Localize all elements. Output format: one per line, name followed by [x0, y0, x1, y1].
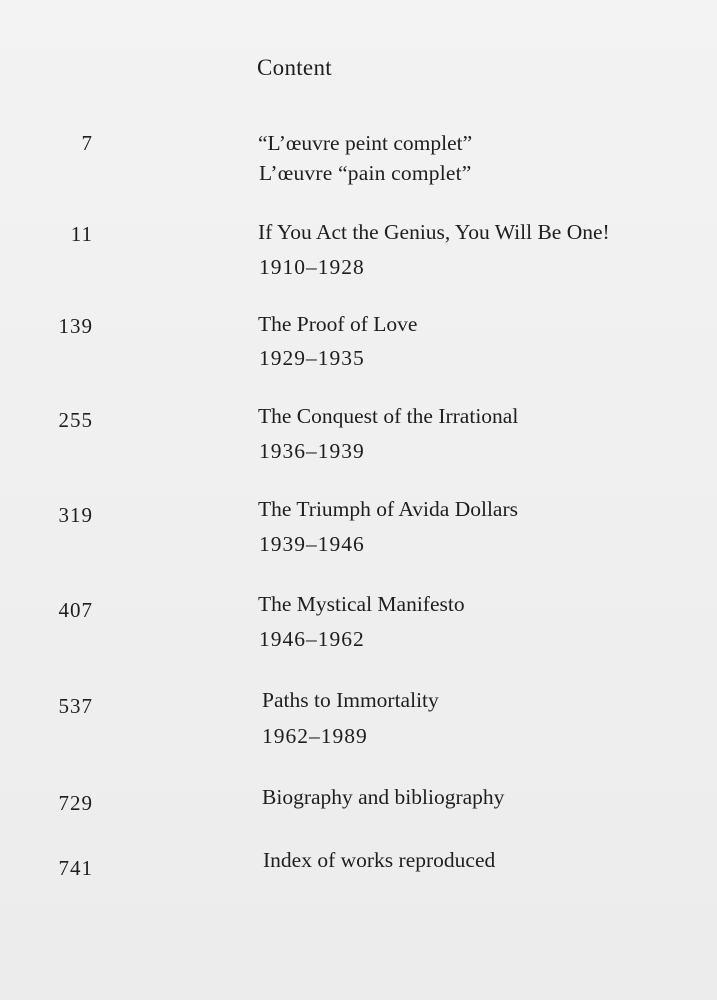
- toc-page-number: 7: [81, 131, 93, 155]
- toc-entry-title: The Triumph of Avida Dollars: [258, 497, 518, 521]
- toc-page-number: 255: [58, 408, 93, 432]
- toc-entry-dates: 1929–1935: [259, 346, 365, 370]
- toc-entry-title: Index of works reproduced: [263, 848, 496, 872]
- toc-entry-title: The Conquest of the Irrational: [258, 404, 519, 428]
- toc-entry-title: Paths to Immortality: [262, 688, 439, 712]
- toc-entry-dates: 1936–1939: [259, 439, 365, 463]
- toc-entry-dates: 1946–1962: [259, 627, 365, 651]
- toc-page-number: 407: [58, 598, 93, 622]
- toc-entry-dates: 1939–1946: [259, 532, 365, 556]
- toc-entry-title: The Mystical Manifesto: [258, 592, 465, 616]
- toc-page-number: 537: [58, 694, 93, 718]
- toc-entry-title: The Proof of Love: [258, 312, 418, 336]
- toc-entry-title: Biography and bibliography: [262, 785, 505, 809]
- toc-entry-subtitle: L’œuvre “pain complet”: [259, 161, 472, 185]
- toc-page-number: 741: [58, 856, 93, 880]
- toc-page-number: 139: [58, 314, 93, 338]
- toc-page-number: 729: [58, 791, 93, 815]
- page-title: Content: [257, 55, 332, 80]
- toc-entry-title: If You Act the Genius, You Will Be One!: [258, 220, 610, 244]
- toc-entry-dates: 1910–1928: [259, 255, 365, 279]
- toc-entry-dates: 1962–1989: [262, 724, 368, 748]
- toc-page-number: 319: [58, 503, 93, 527]
- toc-page-number: 11: [70, 222, 93, 246]
- toc-entry-title: “L’œuvre peint complet”: [258, 131, 473, 155]
